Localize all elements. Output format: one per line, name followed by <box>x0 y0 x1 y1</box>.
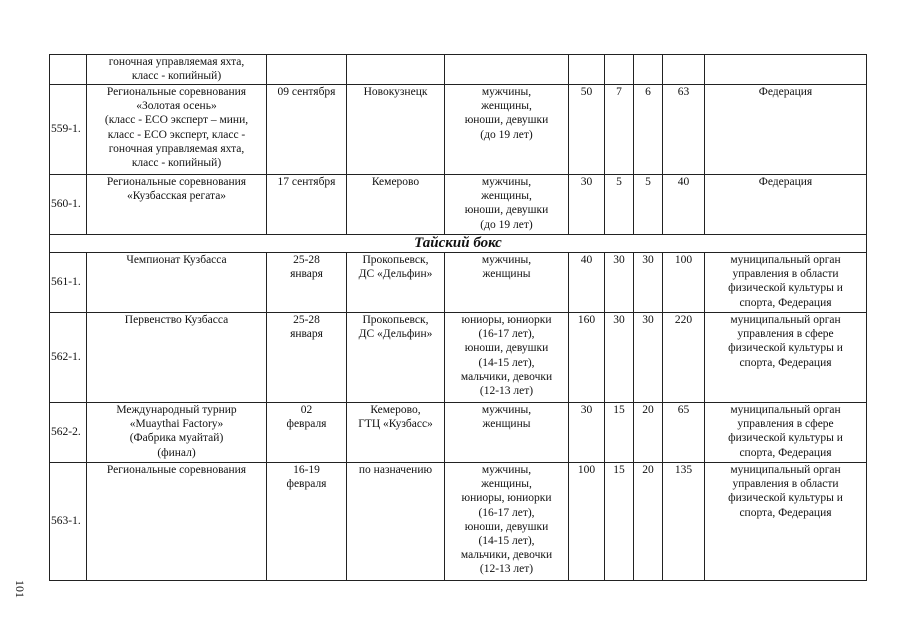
cell-line: физической культуры и <box>728 342 843 355</box>
cell-line: муниципальный орган <box>730 314 841 326</box>
judges-count: 30 <box>605 253 634 313</box>
event-participants <box>445 313 569 403</box>
event-place <box>347 175 445 235</box>
cell-line: класс - копийный) <box>131 157 222 170</box>
cell-line: управления в сфере <box>737 328 834 341</box>
cell-line: (14-15 лет), <box>478 535 535 548</box>
event-date <box>267 313 347 403</box>
cell-line: Региональные соревнования <box>106 176 247 188</box>
cell-line: мужчины, <box>481 86 532 98</box>
cell-line: «Кузбасская регата» <box>126 190 227 203</box>
event-number: 562-2. <box>50 403 87 463</box>
event-name <box>87 55 267 85</box>
table-row <box>50 403 867 463</box>
cell-line: (12-13 лет) <box>479 385 534 398</box>
event-participants <box>445 85 569 175</box>
cell-line: «Золотая осень» <box>136 100 217 113</box>
cell-line: женщины <box>482 268 531 281</box>
cell-line: муниципальный орган <box>730 254 841 266</box>
participants-count <box>569 55 605 85</box>
participants-count: 30 <box>569 403 605 463</box>
cell-line: Федерация <box>758 86 813 98</box>
cell-line: мальчики, девочки <box>460 370 553 383</box>
participants-count: 100 <box>569 463 605 581</box>
cell-line: января <box>290 328 323 341</box>
cell-line: 17 сентября <box>277 176 336 188</box>
event-place <box>347 55 445 85</box>
organizer <box>705 85 867 175</box>
cell-line: муниципальный орган <box>730 464 841 476</box>
participants-count: 50 <box>569 85 605 175</box>
cell-line: мужчины, <box>481 464 532 476</box>
cell-line: 09 сентября <box>277 86 336 98</box>
event-name <box>87 175 267 235</box>
cell-line: «Muaythai Factory» <box>129 418 224 431</box>
cell-line: 25-28 <box>293 314 320 326</box>
cell-line: по назначению <box>358 464 433 476</box>
total-count: 63 <box>663 85 705 175</box>
cell-line: Чемпионат Кузбасса <box>126 254 227 266</box>
coaches-count: 30 <box>634 253 663 313</box>
event-date <box>267 85 347 175</box>
cell-line: февраля <box>286 418 327 431</box>
cell-line: (Фабрика муайтай) <box>129 432 224 445</box>
cell-line: муниципальный орган <box>730 404 841 416</box>
table-row <box>50 85 867 175</box>
total-count: 220 <box>663 313 705 403</box>
coaches-count: 20 <box>634 463 663 581</box>
table-row <box>50 55 867 85</box>
event-date <box>267 463 347 581</box>
event-number <box>50 55 87 85</box>
section-title: Тайский бокс <box>50 235 867 253</box>
cell-line: мужчины, <box>481 254 532 266</box>
cell-line: управления в области <box>732 478 839 491</box>
coaches-count: 20 <box>634 403 663 463</box>
event-date <box>267 403 347 463</box>
cell-line: женщины, <box>481 190 532 203</box>
cell-line: 02 <box>300 404 313 416</box>
organizer <box>705 463 867 581</box>
event-name <box>87 403 267 463</box>
cell-line: (16-17 лет), <box>478 506 535 519</box>
cell-line: мужчины, <box>481 176 532 188</box>
cell-line: юноши, девушки <box>464 342 549 355</box>
organizer <box>705 175 867 235</box>
cell-line: юниоры, юниорки <box>461 492 552 505</box>
cell-line: 16-19 <box>293 464 320 476</box>
cell-line: (14-15 лет), <box>478 356 535 369</box>
cell-line: юноши, девушки <box>464 204 549 217</box>
event-name <box>87 313 267 403</box>
judges-count <box>605 55 634 85</box>
judges-count: 15 <box>605 403 634 463</box>
event-number: 561-1. <box>50 253 87 313</box>
cell-line: Прокопьевск, <box>362 254 429 266</box>
table-row <box>50 253 867 313</box>
total-count: 65 <box>663 403 705 463</box>
cell-line: (12-13 лет) <box>479 563 534 576</box>
cell-line: юниоры, юниорки <box>461 314 552 326</box>
cell-line: гоночная управляемая яхта, <box>108 142 245 155</box>
cell-line: спорта, Федерация <box>739 446 832 459</box>
cell-line: (до 19 лет) <box>480 218 533 231</box>
cell-line: женщины, <box>481 100 532 113</box>
event-participants <box>445 253 569 313</box>
cell-line: Региональные соревнования <box>106 464 247 476</box>
coaches-count: 30 <box>634 313 663 403</box>
coaches-count: 5 <box>634 175 663 235</box>
cell-line: класс - копийный) <box>131 70 222 83</box>
cell-line: мальчики, девочки <box>460 549 553 562</box>
event-number: 563-1. <box>50 463 87 581</box>
event-place <box>347 85 445 175</box>
page-number: 101 <box>13 580 27 598</box>
cell-line: (класс - ECO эксперт – мини, <box>104 114 249 127</box>
cell-line: физической культуры и <box>728 432 843 445</box>
organizer <box>705 313 867 403</box>
judges-count: 30 <box>605 313 634 403</box>
organizer <box>705 253 867 313</box>
event-date <box>267 55 347 85</box>
event-participants <box>445 403 569 463</box>
section-header-row <box>50 235 867 253</box>
event-place <box>347 313 445 403</box>
cell-line: ДС «Дельфин» <box>358 268 433 281</box>
event-date <box>267 175 347 235</box>
cell-line: спорта, Федерация <box>739 296 832 309</box>
cell-line: женщины, <box>481 478 532 491</box>
participants-count: 40 <box>569 253 605 313</box>
cell-line: ДС «Дельфин» <box>358 328 433 341</box>
cell-line: женщины <box>482 418 531 431</box>
cell-line: класс - ECO эксперт, класс - <box>107 128 246 141</box>
event-participants <box>445 175 569 235</box>
event-number: 559-1. <box>50 85 87 175</box>
table-row <box>50 313 867 403</box>
cell-line: февраля <box>286 478 327 491</box>
event-place <box>347 253 445 313</box>
cell-line: мужчины, <box>481 404 532 416</box>
participants-count: 160 <box>569 313 605 403</box>
cell-line: января <box>290 268 323 281</box>
cell-line: физической культуры и <box>728 492 843 505</box>
event-name <box>87 253 267 313</box>
participants-count: 30 <box>569 175 605 235</box>
coaches-count <box>634 55 663 85</box>
cell-line: управления в области <box>732 268 839 281</box>
cell-line: (финал) <box>157 446 196 459</box>
event-number: 560-1. <box>50 175 87 235</box>
cell-line: управления в сфере <box>737 418 834 431</box>
cell-line: Первенство Кузбасса <box>124 314 229 326</box>
event-participants <box>445 55 569 85</box>
competition-schedule-table <box>49 54 867 581</box>
cell-line: физической культуры и <box>728 282 843 295</box>
cell-line: спорта, Федерация <box>739 506 832 519</box>
cell-line: Новокузнецк <box>363 86 428 98</box>
cell-line: Прокопьевск, <box>362 314 429 326</box>
judges-count: 5 <box>605 175 634 235</box>
event-place <box>347 403 445 463</box>
event-place <box>347 463 445 581</box>
schedule-rows-sailing <box>50 55 867 235</box>
organizer <box>705 403 867 463</box>
judges-count: 15 <box>605 463 634 581</box>
event-participants <box>445 463 569 581</box>
cell-line: юноши, девушки <box>464 520 549 533</box>
coaches-count: 6 <box>634 85 663 175</box>
total-count: 40 <box>663 175 705 235</box>
cell-line: Федерация <box>758 176 813 188</box>
table-row <box>50 463 867 581</box>
schedule-rows-thai-boxing <box>50 253 867 581</box>
event-name <box>87 85 267 175</box>
judges-count: 7 <box>605 85 634 175</box>
cell-line: Международный турнир <box>116 404 237 416</box>
cell-line: Региональные соревнования <box>106 86 247 98</box>
cell-line: (до 19 лет) <box>480 128 533 141</box>
cell-line: ГТЦ «Кузбасс» <box>358 418 433 431</box>
event-name <box>87 463 267 581</box>
cell-line: Кемерово, <box>370 404 421 416</box>
total-count: 100 <box>663 253 705 313</box>
cell-line: 25-28 <box>293 254 320 266</box>
event-number: 562-1. <box>50 313 87 403</box>
organizer <box>705 55 867 85</box>
cell-line: спорта, Федерация <box>739 356 832 369</box>
table-row <box>50 175 867 235</box>
cell-line: гоночная управляемая яхта, <box>108 56 245 68</box>
cell-line: юноши, девушки <box>464 114 549 127</box>
cell-line: Кемерово <box>371 176 420 188</box>
total-count: 135 <box>663 463 705 581</box>
event-date <box>267 253 347 313</box>
total-count <box>663 55 705 85</box>
cell-line: (16-17 лет), <box>478 328 535 341</box>
